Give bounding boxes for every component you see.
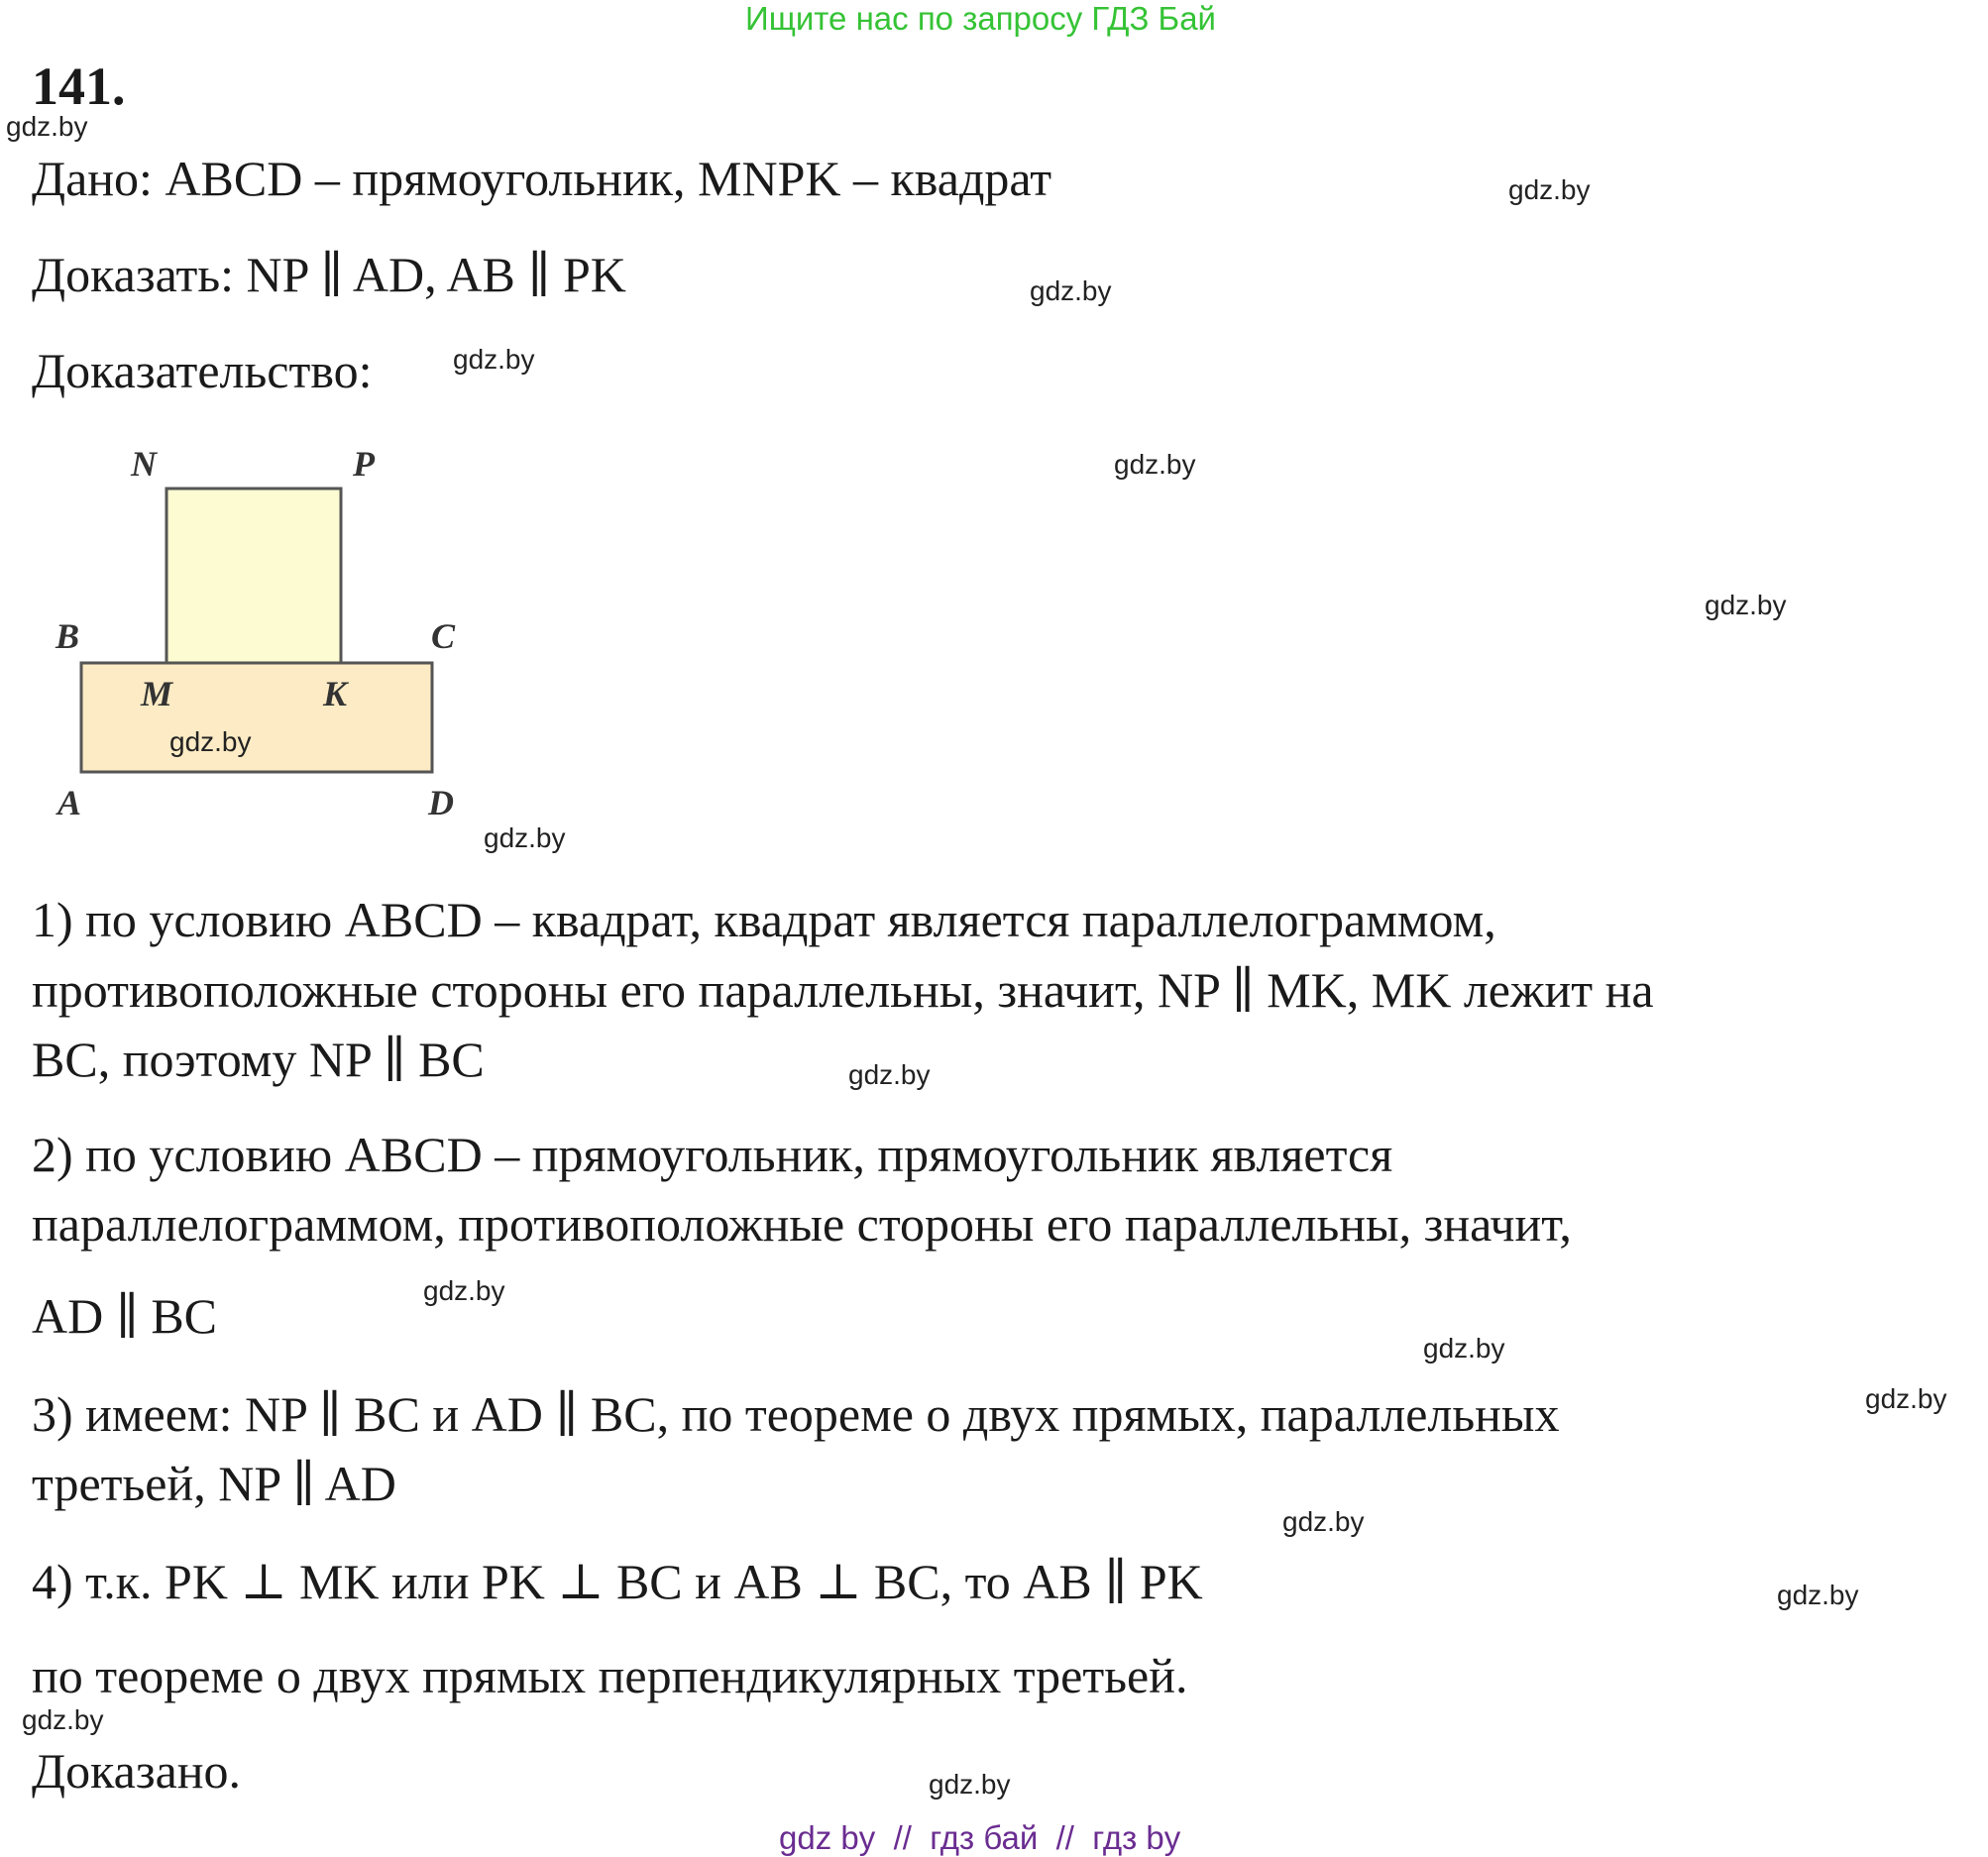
given-statement: Дано: ABCD – прямоугольник, MNPK – квадрат xyxy=(32,151,1052,206)
watermark: gdz.by xyxy=(1865,1383,1947,1414)
watermark: gdz.by xyxy=(453,344,535,375)
search-hint-link[interactable]: Ищите нас по запросу ГДЗ Бай xyxy=(745,0,1216,37)
watermark: gdz.by xyxy=(22,1704,104,1735)
watermark: gdz.by xyxy=(1777,1580,1859,1610)
step-3-line-1: 3) имеем: NP ∥ BC и AD ∥ BC, по теореме о двух прямых, параллельных xyxy=(32,1386,1560,1442)
watermark: gdz.by xyxy=(169,726,252,757)
square-mnpk xyxy=(166,489,341,663)
watermark: gdz.by xyxy=(1030,275,1112,306)
watermark: gdz.by xyxy=(1705,590,1787,620)
label-n: N xyxy=(131,444,157,484)
watermark: gdz.by xyxy=(1282,1506,1365,1537)
watermark: gdz.by xyxy=(423,1275,505,1306)
watermark: gdz.by xyxy=(848,1059,931,1090)
label-m: M xyxy=(141,674,173,713)
geometry-figure xyxy=(40,436,515,832)
step-1-line-3: BC, поэтому NP ∥ BC xyxy=(32,1032,485,1087)
label-c: C xyxy=(431,616,456,656)
footer-links[interactable]: gdz by // гдз бай // гдз by xyxy=(779,1819,1181,1856)
label-a: A xyxy=(57,783,82,822)
proof-heading: Доказательство: xyxy=(32,343,373,398)
watermark: gdz.by xyxy=(1114,449,1196,480)
step-4-line-2: по теореме о двух прямых перпендикулярных третьей. xyxy=(32,1648,1188,1703)
problem-number: 141. xyxy=(32,56,126,116)
step-4-line-1: 4) т.к. PK ⊥ MK или PK ⊥ BC и AB ⊥ BC, то AB ∥ PK xyxy=(32,1554,1203,1609)
watermark: gdz.by xyxy=(1508,174,1591,205)
label-b: B xyxy=(55,616,80,656)
watermark: gdz.by xyxy=(1423,1333,1505,1364)
watermark: gdz.by xyxy=(929,1769,1011,1800)
proved-statement: Доказано. xyxy=(32,1743,242,1799)
step-2-line-3: AD ∥ BC xyxy=(32,1288,218,1344)
label-d: D xyxy=(428,783,454,822)
step-1-line-2: противоположные стороны его параллельны, значит, NP ∥ MK, MK лежит на xyxy=(32,962,1654,1018)
watermark: gdz.by xyxy=(6,111,88,142)
step-3-line-2: третьей, NP ∥ AD xyxy=(32,1456,396,1511)
label-k: K xyxy=(323,674,348,713)
step-2-line-1: 2) по условию ABCD – прямоугольник, прямоугольник является xyxy=(32,1127,1393,1182)
step-1-line-1: 1) по условию ABCD – квадрат, квадрат является параллелограммом, xyxy=(32,892,1496,947)
label-p: P xyxy=(353,444,375,484)
rectangle-abcd xyxy=(81,663,432,772)
prove-statement: Доказать: NP ∥ AD, AB ∥ PK xyxy=(32,247,626,302)
step-2-line-2: параллелограммом, противоположные стороны его параллельны, значит, xyxy=(32,1196,1572,1252)
watermark: gdz.by xyxy=(484,822,566,853)
